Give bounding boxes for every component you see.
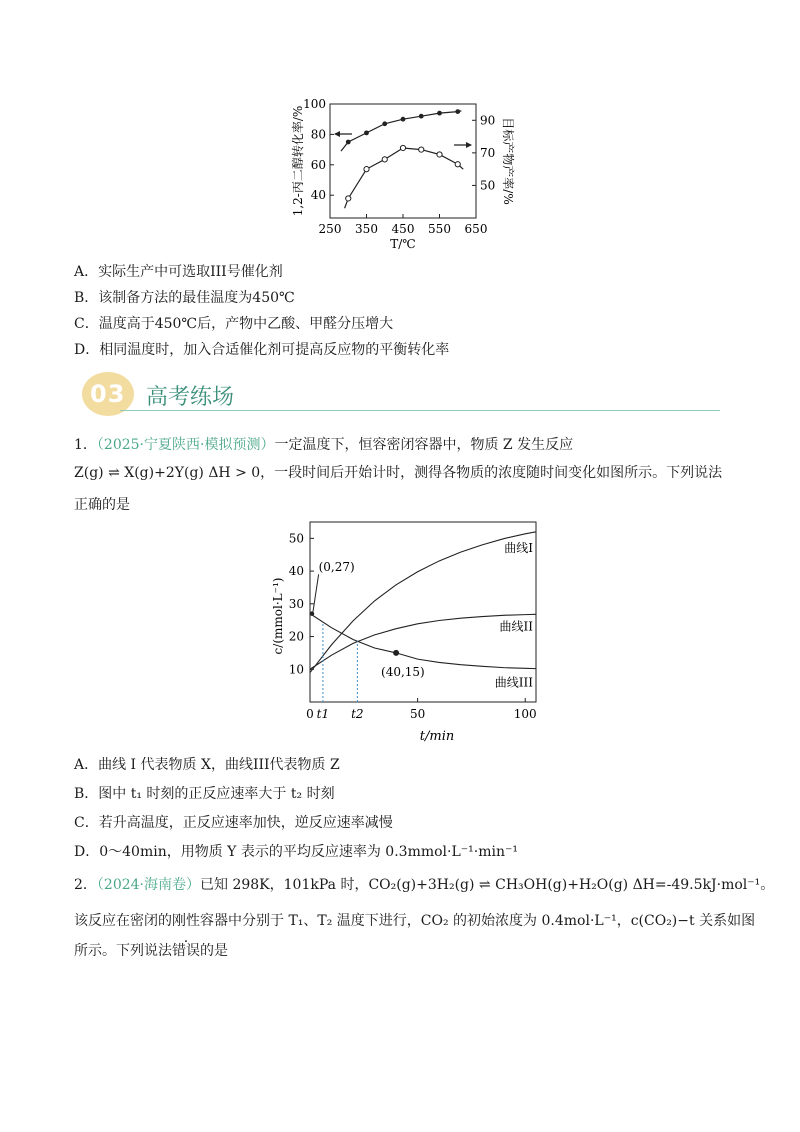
q1-source: （2025·宁夏陕西·模拟预测）	[96, 437, 275, 453]
chart1-xtick-label: 250	[318, 222, 342, 236]
chart2-ytick-label: 30	[288, 596, 304, 611]
chart1-ytick-right-label: 90	[480, 113, 496, 128]
chart2-annot-leader	[313, 574, 319, 611]
chart1-xlabel: T/℃	[390, 237, 416, 251]
chart1-point-conversion	[401, 117, 406, 122]
chart2-curve-label: 曲线I	[504, 541, 533, 556]
chart2-ytick-label: 10	[288, 662, 304, 677]
chart1-arrowhead-left	[334, 131, 340, 137]
chart2-ylabel: c/(mmol·L⁻¹)	[271, 577, 285, 655]
q1-option-c: C．若升高温度，正反应速率加快，逆反应速率减慢	[74, 815, 393, 831]
chart1-xtick-label: 550	[428, 222, 451, 236]
chart1-series-yield	[345, 148, 464, 208]
section-number: 03	[90, 380, 126, 408]
chart1-point-yield	[419, 147, 424, 152]
chart1-ytick-left-label: 60	[310, 157, 326, 172]
chart1-ytick-right-label: 50	[480, 178, 496, 193]
chart2-curve-label: 曲线III	[494, 675, 533, 690]
q1-option-b: B．图中 t₁ 时刻的正反应速率大于 t₂ 时刻	[74, 786, 335, 802]
chart2-annot-label-2: (40,15)	[381, 664, 425, 679]
chart2-annot-point-1	[310, 611, 314, 615]
q1-text2: ，一段时间后开始计时，测得各物质的浓度随时间变化如图所示。下列说法	[260, 465, 723, 481]
prev-option-b: B．该制备方法的最佳温度为450℃	[74, 290, 295, 306]
chart2-marker-t1: t1	[316, 707, 330, 721]
prev-option-d: D．相同温度时，加入合适催化剂可提高反应物的平衡转化率	[74, 342, 450, 358]
prev-option-c: C．温度高于450℃后，产物中乙酸、甲醛分压增大	[74, 316, 394, 332]
chart1-point-conversion	[437, 111, 442, 116]
q2-line1	[74, 874, 774, 896]
prev-option-a: A．实际生产中可选取III号催化剂	[74, 264, 283, 280]
section-title: 高考练场	[146, 385, 235, 410]
q2-line2: 该反应在密闭的刚性容器中分别于 T₁、T₂ 温度下进行，CO₂ 的初始浓度为 0.4mol·L⁻¹，c(CO₂)−t 关系如图	[74, 913, 756, 929]
q2-text3-post: 的是	[200, 943, 228, 959]
q1-option-d: D．0～40min，用物质 Y 表示的平均反应速率为 0.3mmol·L⁻¹·min⁻¹	[74, 844, 518, 860]
chart2-xtick-label: 50	[409, 707, 426, 721]
chart2-xlabel: t/min	[419, 729, 455, 744]
chart1-point-yield	[382, 157, 387, 162]
chart1-point-conversion	[419, 114, 424, 119]
chart1-xtick-label: 450	[391, 222, 415, 236]
section-divider	[120, 410, 720, 411]
q1-line2	[74, 462, 722, 484]
q1-text1: 一定温度下，恒容密闭容器中，物质 Z 发生反应	[274, 437, 574, 453]
chart1-ylabel-left: 1,2-丙二醇转化率/%	[291, 105, 305, 217]
chart1-point-conversion	[382, 121, 387, 126]
chart2-curve-label: 曲线II	[499, 619, 533, 634]
chart2-ytick-label: 20	[288, 629, 304, 644]
chart1-ytick-left-label: 100	[303, 97, 326, 111]
chart2-annot-point-2	[393, 650, 399, 656]
q1-line3: 正确的是	[74, 497, 130, 513]
chart2-curve-1	[310, 532, 536, 673]
q1-equation: Z(g) ⇌ X(g)+2Y(g) ΔH > 0	[74, 465, 261, 481]
q2-source: （2024·海南卷）	[96, 877, 201, 893]
q1-number: 1．	[74, 437, 97, 453]
chart1-point-yield	[437, 152, 442, 157]
chart2-ytick-label: 40	[288, 564, 304, 579]
chart1-point-yield	[455, 162, 460, 167]
chart-concentration-time	[262, 516, 552, 748]
chart2-marker-t2: t2	[351, 707, 364, 721]
chart2-xtick-label: 100	[513, 707, 537, 721]
chart1-arrowhead-right	[466, 142, 472, 148]
chart1-point-conversion	[364, 130, 369, 135]
chart-conversion-yield	[280, 92, 515, 262]
chart1-point-yield	[346, 196, 351, 201]
chart1-ytick-right-label: 70	[480, 145, 496, 160]
chart1-point-conversion	[346, 140, 351, 145]
chart1-series-conversion	[341, 111, 461, 151]
chart2-plot	[271, 522, 537, 744]
q2-emphasis: 错误	[172, 943, 200, 959]
chart1-xtick-label: 650	[464, 222, 488, 236]
chart1-plot	[290, 97, 516, 251]
q2-line3	[74, 940, 228, 962]
chart1-point-yield	[400, 145, 405, 150]
chart1-point-yield	[364, 167, 369, 172]
chart1-ytick-left-label: 40	[310, 188, 326, 203]
chart1-ytick-left-label: 80	[310, 127, 326, 142]
chart2-annot-label-1: (0,27)	[318, 560, 355, 575]
q1-option-a: A．曲线 I 代表物质 X，曲线III代表物质 Z	[74, 757, 340, 773]
chart1-ylabel-right: 目标产物产率/%	[501, 117, 515, 205]
chart2-xtick-label: 0	[306, 707, 314, 721]
q1-line1	[74, 434, 573, 456]
q2-text1: 已知 298K，101kPa 时，CO₂(g)+3H₂(g) ⇌ CH₃OH(g)+H₂O(g) ΔH=-49.5kJ·mol⁻¹。	[200, 877, 775, 893]
chart1-point-conversion	[455, 109, 460, 114]
chart2-ytick-label: 50	[288, 531, 304, 546]
chart1-xtick-label: 350	[355, 222, 378, 236]
q2-number: 2．	[74, 877, 97, 893]
q2-text3-pre: 所示。下列说法	[74, 943, 172, 959]
